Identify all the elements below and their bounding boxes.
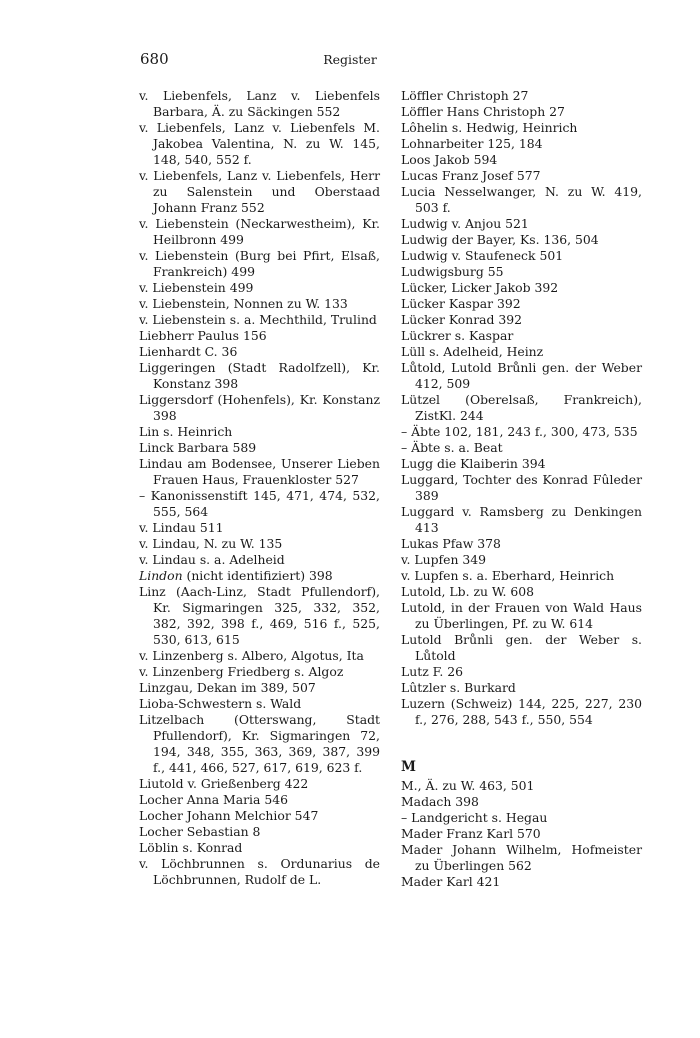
index-entry: v. Liebenstein, Nonnen zu W. 133 [139, 296, 348, 311]
index-entry: Lutz F. 26 [401, 664, 463, 679]
index-entry: Liggersdorf (Hohenfels), Kr. Konstanz 398 [139, 392, 380, 423]
index-entry: Lutold, Lb. zu W. 608 [401, 584, 534, 599]
index-entry [139, 568, 380, 584]
page-number: 680 [140, 50, 169, 68]
index-entry: Lôhelin s. Hedwig, Heinrich [401, 120, 578, 135]
index-entry: v. Liebenstein s. a. Mechthild, Trulind [139, 312, 377, 327]
index-entry: v. Lupfen 349 [401, 552, 487, 567]
index-entry: Lutold Brůnli gen. der Weber s. Lůtold [401, 632, 642, 663]
index-entry: v. Linzenberg s. Albero, Algotus, Ita [139, 648, 364, 663]
index-entry: Ludwig v. Anjou 521 [401, 216, 529, 231]
index-entry: Mader Johann Wilhelm, Hofmeister zu Überlingen 562 [401, 842, 642, 873]
running-title: Register [323, 52, 377, 67]
index-entry: v. Linzenberg Friedberg s. Algoz [139, 664, 344, 679]
left-column [139, 88, 380, 888]
index-entry: Lienhardt C. 36 [139, 344, 238, 359]
index-entry: v. Liebenstein (Neckarwestheim), Kr. Heilbronn 499 [139, 216, 380, 247]
index-entry: – Kanonissenstift 145, 471, 474, 532, 555, 564 [139, 488, 380, 519]
index-entry: Mader Franz Karl 570 [401, 826, 541, 841]
index-entry: M., Ä. zu W. 463, 501 [401, 778, 535, 793]
index-entry: Luzern (Schweiz) 144, 225, 227, 230 f., 276, 288, 543 f., 550, 554 [401, 696, 642, 727]
index-entry: Ludwig der Bayer, Ks. 136, 504 [401, 232, 599, 247]
index-entry: v. Lindau, N. zu W. 135 [139, 536, 283, 551]
index-entry: v. Liebenfels, Lanz v. Liebenfels Barbara, Ä. zu Säckingen 552 [139, 88, 380, 119]
index-entry: Liggeringen (Stadt Radolfzell), Kr. Konstanz 398 [139, 360, 380, 391]
right-column-l-entries [401, 88, 642, 728]
index-entry: Linck Barbara 589 [139, 440, 257, 455]
index-entry: Lützel (Oberelsaß, Frankreich), ZistKl. 244 [401, 392, 642, 423]
index-entry: v. Liebenfels, Lanz v. Liebenfels M. Jakobea Valentina, N. zu W. 145, 148, 540, 552 f. [139, 120, 380, 167]
index-entry: v. Lindau s. a. Adelheid [139, 552, 285, 567]
index-entry: Locher Johann Melchior 547 [139, 808, 319, 823]
index-entry: Lucia Nesselwanger, N. zu W. 419, 503 f. [401, 184, 642, 215]
index-entry: Loos Jakob 594 [401, 152, 498, 167]
index-entry: – Äbte 102, 181, 243 f., 300, 473, 535 [401, 424, 638, 439]
index-entry: v. Liebenfels, Lanz v. Liebenfels, Herr zu Salenstein und Oberstaad Johann Franz 552 [139, 168, 380, 215]
index-entry: Lutold, in der Frauen von Wald Haus zu Überlingen, Pf. zu W. 614 [401, 600, 642, 631]
index-entry: Lioba-Schwestern s. Wald [139, 696, 302, 711]
index-entry: v. Lupfen s. a. Eberhard, Heinrich [401, 568, 615, 583]
index-entry: v. Löchbrunnen s. Ordunarius de Löchbrunnen, Rudolf de L. [139, 856, 380, 887]
index-entry: Linzgau, Dekan im 389, 507 [139, 680, 316, 695]
index-entry: Luggard, Tochter des Konrad Fûleder 389 [401, 472, 642, 503]
index-entry: Löffler Hans Christoph 27 [401, 104, 565, 119]
index-entry-rest: (nicht identifiziert) 398 [182, 568, 333, 583]
index-entry: Liutold v. Grießenberg 422 [139, 776, 309, 791]
index-entry: – Landgericht s. Hegau [401, 810, 548, 825]
index-entry: Lücker Kaspar 392 [401, 296, 521, 311]
index-entry: Mader Karl 421 [401, 874, 501, 889]
index-entry: Madach 398 [401, 794, 479, 809]
index-entry: v. Lindau 511 [139, 520, 224, 535]
index-entry: Löffler Christoph 27 [401, 88, 529, 103]
right-column [401, 88, 642, 890]
index-entry: Locher Anna Maria 546 [139, 792, 288, 807]
index-entry: Lukas Pfaw 378 [401, 536, 501, 551]
index-entry: Ludwig v. Staufeneck 501 [401, 248, 564, 263]
index-entry: Liebherr Paulus 156 [139, 328, 267, 343]
index-entry: Lûtzler s. Burkard [401, 680, 516, 695]
index-entry: Locher Sebastian 8 [139, 824, 261, 839]
index-entry: Litzelbach (Otterswang, Stadt Pfullendorf), Kr. Sigmaringen 72, 194, 348, 355, 363, 369, 387, 399 f., 441, 466, 527, 617, 619, 623 f. [139, 712, 380, 775]
index-entry: Lücker Konrad 392 [401, 312, 523, 327]
index-entry: Lindau am Bodensee, Unserer Lieben Frauen Haus, Frauenkloster 527 [139, 456, 380, 487]
index-entry: v. Liebenstein (Burg bei Pfirt, Elsaß, Frankreich) 499 [139, 248, 380, 279]
index-entry: Linz (Aach-Linz, Stadt Pfullendorf), Kr. Sigmaringen 325, 332, 352, 382, 392, 398 f., 469, 516 f., 525, 530, 613, 615 [139, 584, 380, 647]
index-entry: Lin s. Heinrich [139, 424, 233, 439]
index-entry: Lugg die Klaiberin 394 [401, 456, 546, 471]
index-entry-italic-term: Lindon [139, 568, 183, 583]
index-entry: v. Liebenstein 499 [139, 280, 254, 295]
index-entry: Lohnarbeiter 125, 184 [401, 136, 543, 151]
index-entry: Lucas Franz Josef 577 [401, 168, 541, 183]
index-entry: Lückrer s. Kaspar [401, 328, 514, 343]
index-entry: Lůtold, Lutold Brůnli gen. der Weber 412, 509 [401, 360, 642, 391]
right-column-m-entries [401, 778, 642, 890]
index-entry: – Äbte s. a. Beat [401, 440, 503, 455]
section-letter: M [401, 759, 416, 775]
index-entry: Luggard v. Ramsberg zu Denkingen 413 [401, 504, 642, 535]
index-entry: Lüll s. Adelheid, Heinz [401, 344, 544, 359]
index-entry: Löblin s. Konrad [139, 840, 243, 855]
index-entry: Lücker, Licker Jakob 392 [401, 280, 559, 295]
index-entry: Ludwigsburg 55 [401, 264, 504, 279]
